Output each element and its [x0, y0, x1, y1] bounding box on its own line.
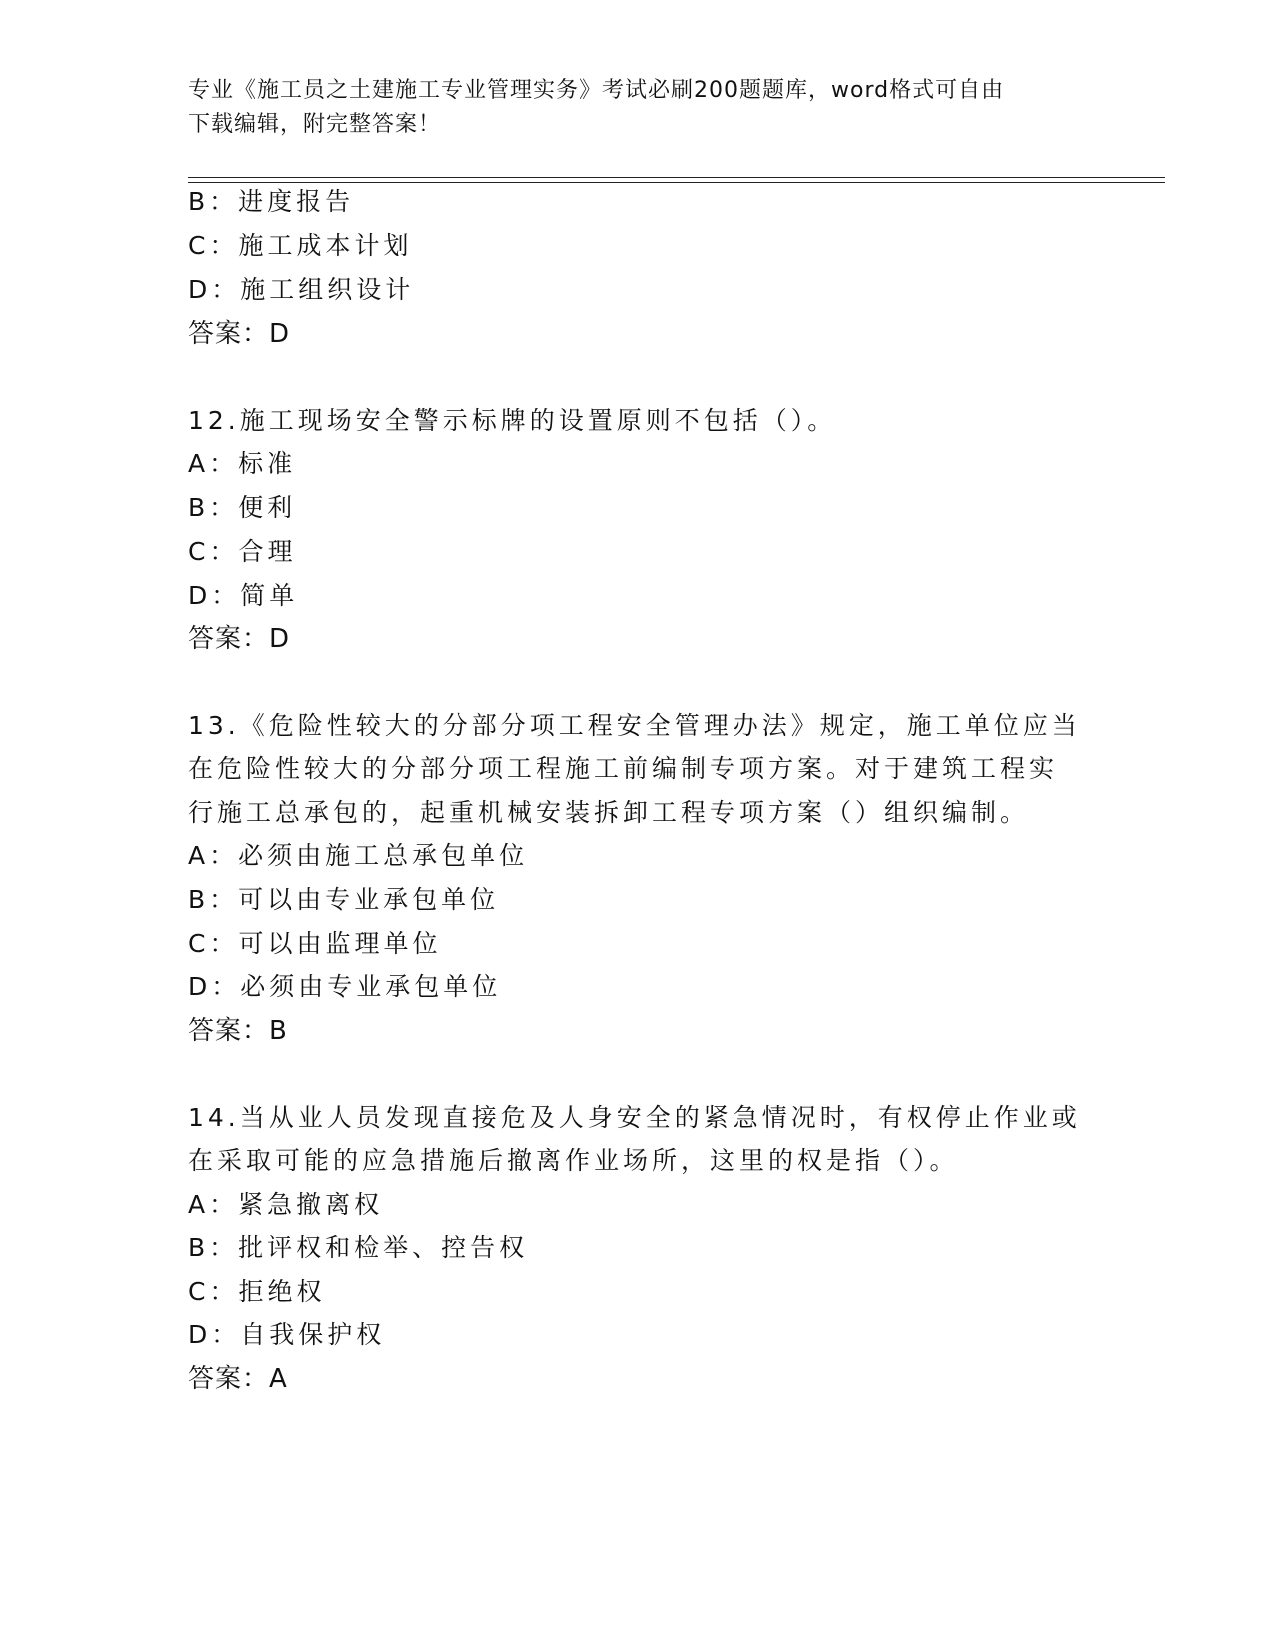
answer: 答案：D — [188, 624, 291, 654]
header-divider-top — [188, 177, 1165, 178]
header-line-2: 下载编辑，附完整答案！ — [188, 112, 442, 137]
option-d: D：简单 — [188, 581, 299, 610]
option-b: B：便利 — [188, 493, 297, 522]
question-text: 行施工总承包的，起重机械安装拆卸工程专项方案（）组织编制。 — [188, 798, 1030, 827]
option-c: C：可以由监理单位 — [188, 929, 442, 958]
option-a: A：标准 — [188, 449, 297, 478]
option-b: B：批评权和检举、控告权 — [188, 1233, 529, 1262]
option-c: C：施工成本计划 — [188, 231, 413, 260]
option-c: C：合理 — [188, 537, 297, 566]
option-a: A：必须由施工总承包单位 — [188, 841, 529, 870]
option-a: A：紧急撤离权 — [188, 1190, 384, 1219]
option-c: C：拒绝权 — [188, 1277, 326, 1306]
option-d: D：自我保护权 — [188, 1320, 386, 1349]
question-text: 13.《危险性较大的分部分项工程安全管理办法》规定，施工单位应当 — [188, 711, 1081, 740]
question-text: 12.施工现场安全警示标牌的设置原则不包括（）。 — [188, 406, 837, 435]
answer: 答案：D — [188, 319, 291, 349]
question-text: 14.当从业人员发现直接危及人身安全的紧急情况时，有权停止作业或 — [188, 1103, 1081, 1132]
option-d: D：施工组织设计 — [188, 275, 415, 304]
question-text: 在采取可能的应急措施后撤离作业场所，这里的权是指（）。 — [188, 1146, 959, 1175]
question-text: 在危险性较大的分部分项工程施工前编制专项方案。对于建筑工程实 — [188, 754, 1059, 783]
option-d: D：必须由专业承包单位 — [188, 972, 502, 1001]
answer: 答案：A — [188, 1364, 288, 1394]
document-header — [188, 74, 1068, 142]
option-b: B：可以由专业承包单位 — [188, 885, 500, 914]
option-b: B：进度报告 — [188, 187, 355, 216]
header-divider-bottom — [188, 182, 1165, 183]
answer: 答案：B — [188, 1016, 288, 1046]
header-line-1: 专业《施工员之土建施工专业管理实务》考试必刷200题题库，word格式可自由 — [188, 78, 1005, 103]
